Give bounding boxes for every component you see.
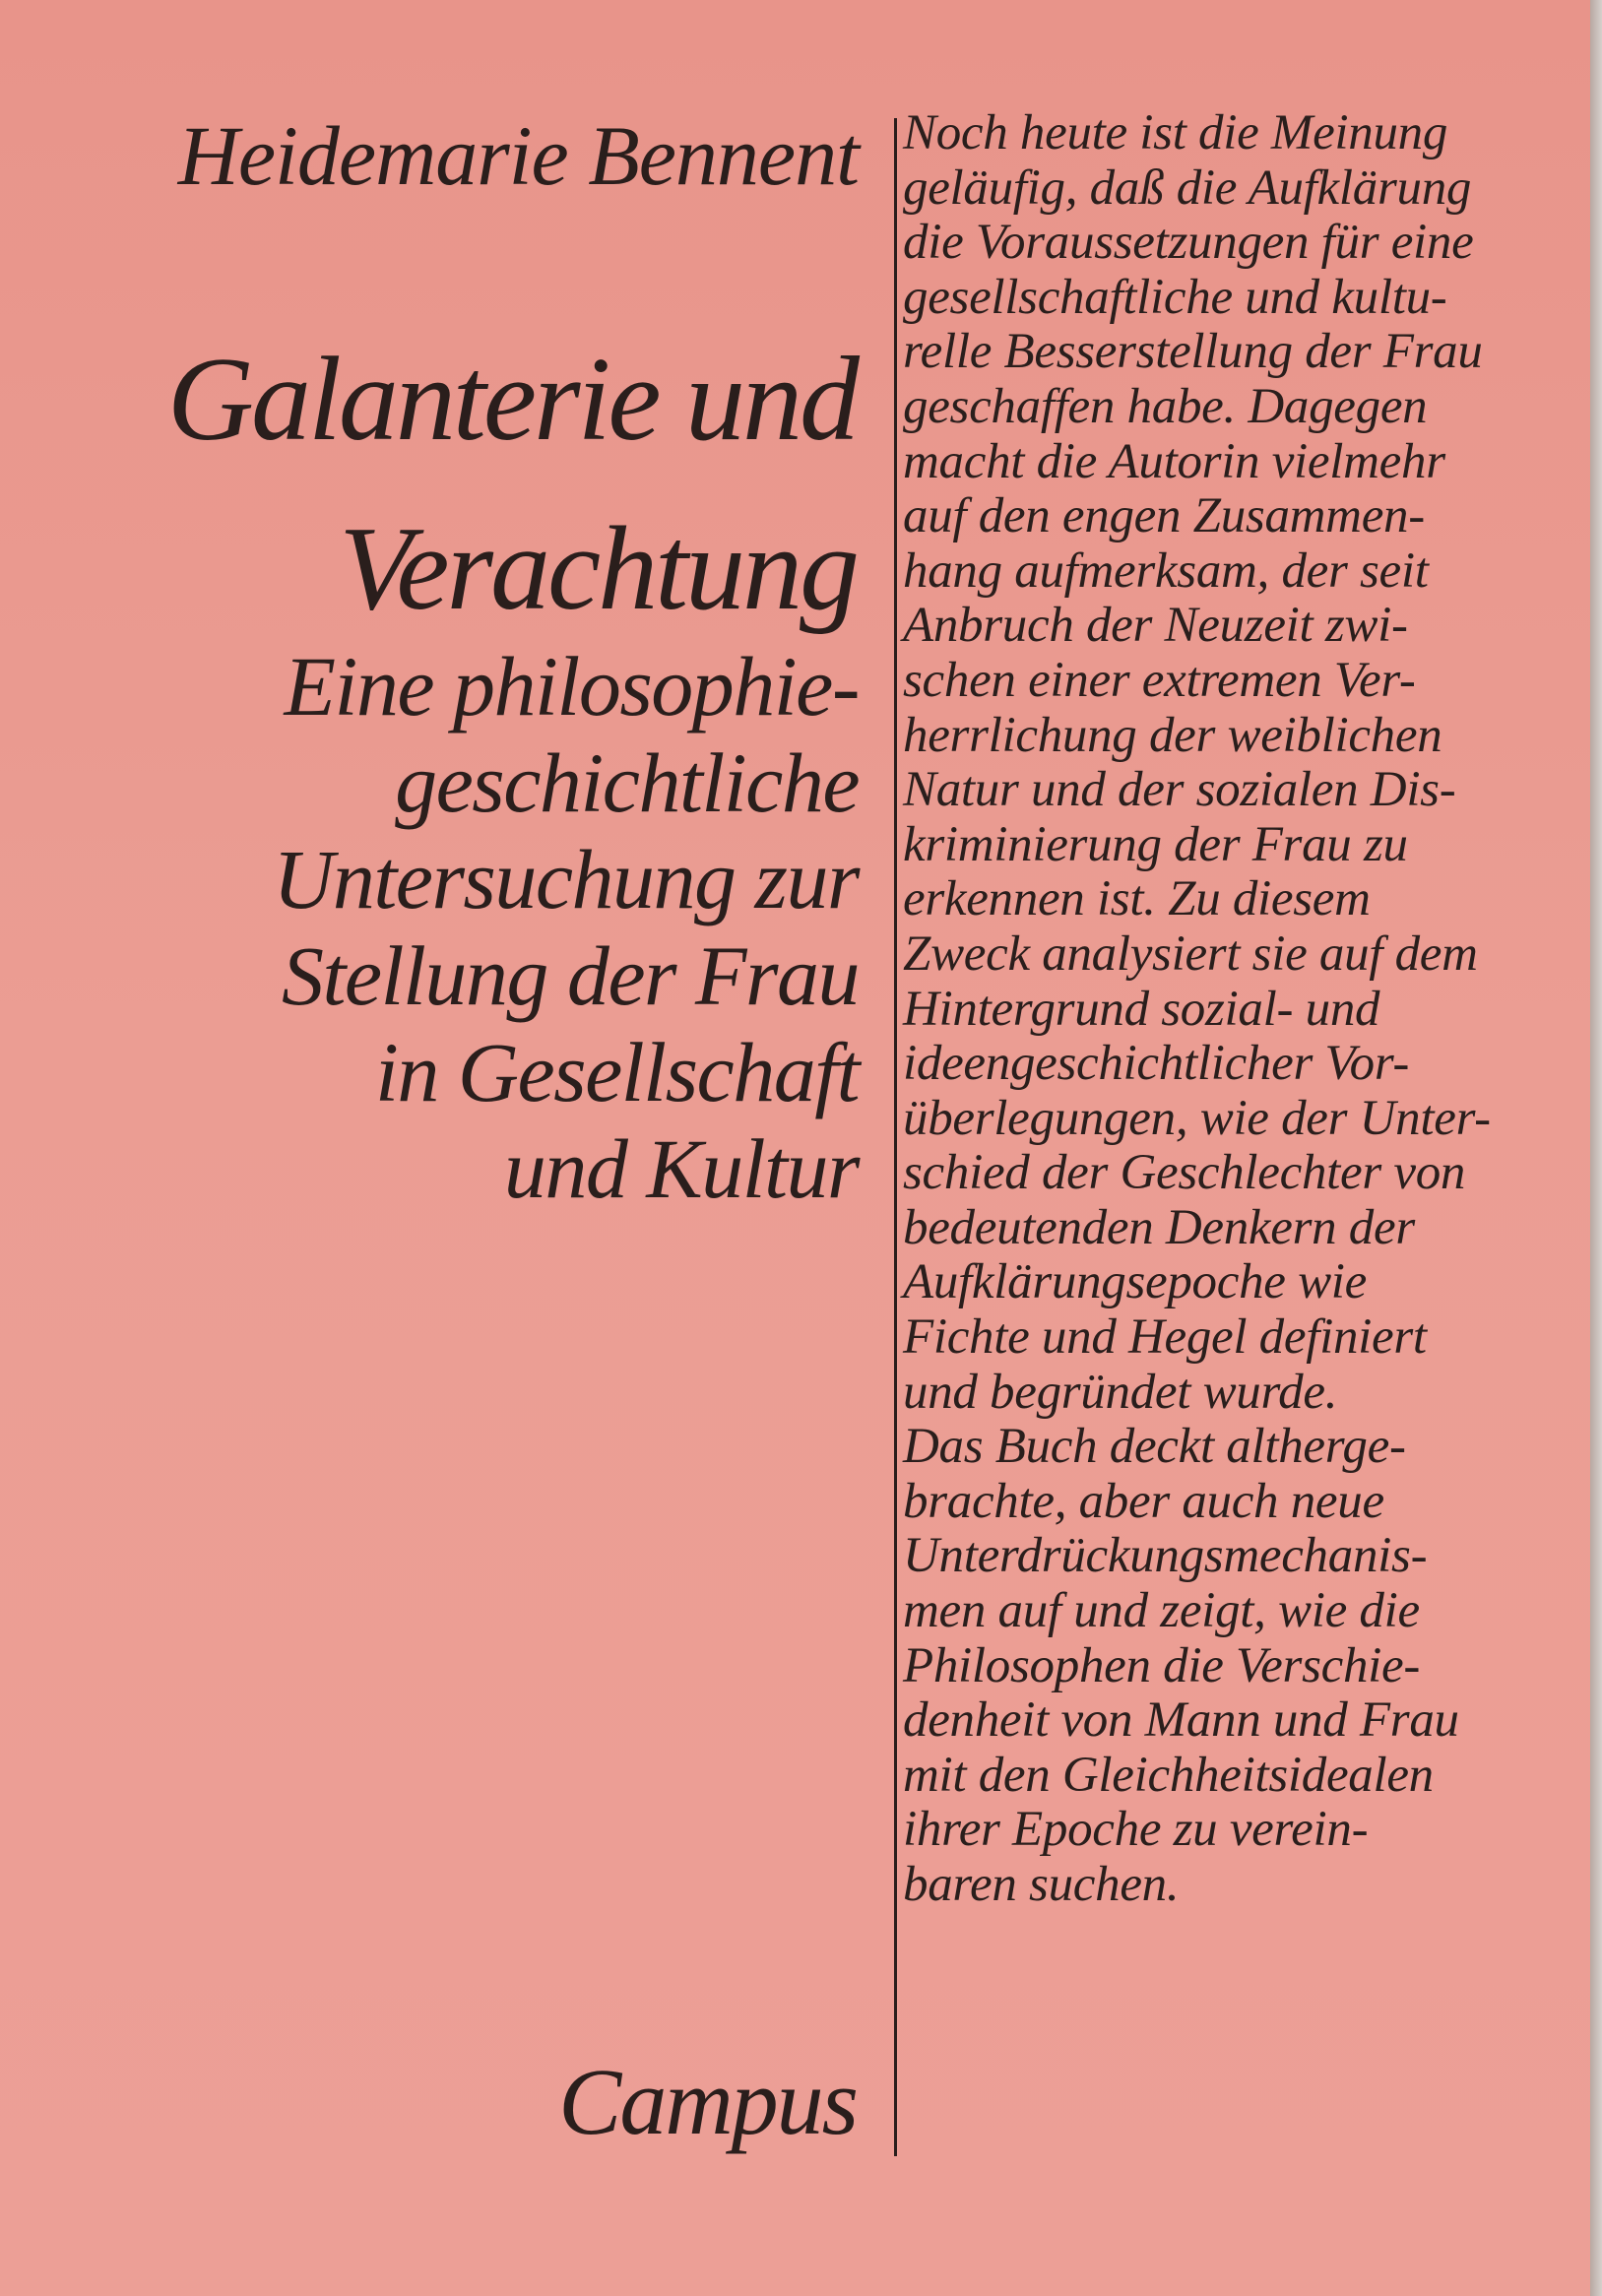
- blurb-line: Fichte und Hegel definiert: [903, 1309, 1427, 1366]
- blurb-line: schen einer extremen Ver-: [903, 652, 1416, 708]
- cover-edge: [1590, 0, 1602, 2296]
- blurb-line: Anbruch der Neuzeit zwi-: [903, 598, 1408, 654]
- subtitle-line: in Gesellschaft: [374, 1025, 859, 1119]
- blurb-line: Das Buch deckt altherge-: [903, 1419, 1406, 1475]
- blurb-line: und begründet wurde.: [903, 1364, 1338, 1420]
- blurb-line: hang aufmerksam, der seit: [903, 542, 1429, 599]
- blurb-line: denheit von Mann und Frau: [903, 1692, 1459, 1749]
- blurb-line: die Voraussetzungen für eine: [903, 215, 1474, 271]
- subtitle-line: geschichtliche: [395, 735, 859, 830]
- blurb-line: ihrer Epoche zu verein-: [903, 1802, 1369, 1858]
- blurb-line: erkennen ist. Zu diesem: [903, 871, 1371, 927]
- blurb-line: men auf und zeigt, wie die: [903, 1583, 1420, 1639]
- blurb-line: mit den Gleichheitsidealen: [903, 1747, 1434, 1803]
- blurb-line: auf den engen Zusammen-: [903, 488, 1425, 544]
- blurb-line: macht die Autorin vielmehr: [903, 433, 1445, 489]
- blurb-line: überlegungen, wie der Unter-: [903, 1090, 1491, 1146]
- title-line: Verachtung: [339, 502, 857, 635]
- blurb-line: Zweck analysiert sie auf dem: [903, 925, 1478, 982]
- book-title: [167, 315, 857, 654]
- blurb-text: [903, 106, 1533, 1913]
- blurb-line: geläufig, daß die Aufklärung: [903, 159, 1472, 216]
- blurb-line: Hintergrund sozial- und: [903, 981, 1380, 1037]
- blurb-line: Philosophen die Verschie-: [903, 1637, 1421, 1693]
- blurb-line: Natur und der sozialen Dis-: [903, 762, 1456, 818]
- blurb-line: Unterdrückungsmechanis-: [903, 1528, 1428, 1584]
- blurb-line: kriminierung der Frau zu: [903, 816, 1408, 872]
- blurb-line: Noch heute ist die Meinung: [903, 105, 1448, 160]
- blurb-line: ideengeschichtlicher Vor-: [903, 1036, 1410, 1092]
- publisher-name: Campus: [558, 2049, 857, 2154]
- blurb-line: Aufklärungsepoche wie: [903, 1254, 1368, 1310]
- vertical-divider: [894, 118, 897, 2156]
- subtitle-line: Eine philosophie-: [284, 639, 859, 733]
- blurb-line: herrlichung der weiblichen: [903, 707, 1442, 763]
- subtitle-line: Untersuchung zur: [273, 832, 859, 926]
- author-name: Heidemarie Bennent: [177, 108, 859, 203]
- blurb-line: relle Besserstellung der Frau: [903, 324, 1483, 380]
- blurb-line: gesellschaftliche und kultu-: [903, 269, 1447, 325]
- blurb-line: geschaffen habe. Dagegen: [903, 378, 1428, 434]
- title-line: Galanterie und: [166, 333, 857, 466]
- blurb-line: brachte, aber auch neue: [903, 1473, 1384, 1529]
- subtitle-line: Stellung der Frau: [282, 928, 859, 1023]
- blurb-line: schied der Geschlechter von: [903, 1145, 1466, 1201]
- blurb-line: baren suchen.: [903, 1857, 1180, 1912]
- book-subtitle: [273, 638, 859, 1217]
- blurb-line: bedeutenden Denkern der: [903, 1199, 1415, 1255]
- subtitle-line: und Kultur: [503, 1121, 859, 1216]
